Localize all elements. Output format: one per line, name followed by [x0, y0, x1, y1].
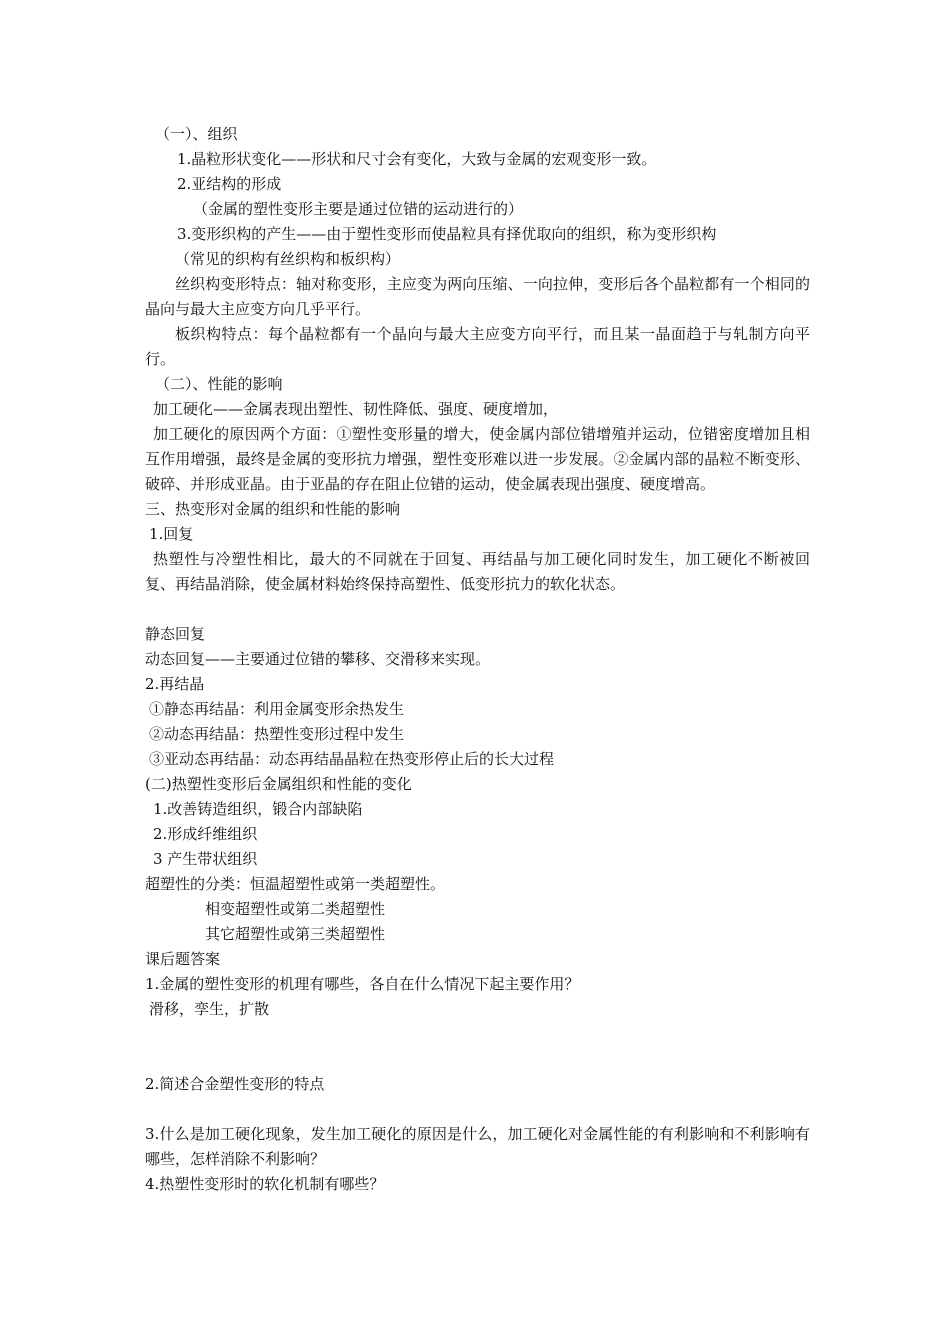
item-substructure-formation: 2.亚结构的形成 — [177, 175, 282, 193]
question-2: 2.简述合金塑性变形的特点 — [145, 1075, 325, 1093]
item-fiber-structure: 2.形成纤维组织 — [153, 825, 258, 843]
item-improve-cast-structure: 1.改善铸造组织，锻合内部缺陷 — [153, 800, 363, 818]
line-dynamic-recovery: 动态回复——主要通过位错的攀移、交滑移来实现。 — [145, 650, 491, 668]
line-superplasticity-classes: 超塑性的分类：恒温超塑性或第一类超塑性。 — [145, 875, 446, 893]
item-dynamic-recrystallization: ②动态再结晶：热塑性变形过程中发生 — [149, 725, 405, 743]
note-common-textures: （常见的织构有丝织构和板织构） — [175, 250, 401, 268]
item-metadynamic-recrystallization: ③亚动态再结晶：动态再结晶晶粒在热变形停止后的长大过程 — [149, 750, 555, 768]
blank-line — [145, 597, 810, 622]
item-grain-shape-change: 1.晶粒形状变化——形状和尺寸会有变化，大致与金属的宏观变形一致。 — [177, 150, 657, 168]
answer-1: 滑移，孪生，扩散 — [149, 1000, 270, 1018]
paragraph-work-hardening-causes: 加工硬化的原因两个方面：①塑性变形量的增大，使金属内部位错增殖并运动，位错密度增加且相互作用增强，最终是金属的变形抗力增强，塑性变形难以进一步发展。②金属内部的晶粒不断变形、破碎、并形成亚晶。由于亚晶的存在阻止位错的运动，使金属表现出强度、硬度增高。 — [145, 425, 810, 493]
section-heading-structure-changes: (二)热塑性变形后金属组织和性能的变化 — [145, 775, 412, 793]
line-static-recovery: 静态回复 — [145, 625, 206, 643]
document-body — [145, 122, 810, 1197]
item-recovery: 1.回复 — [149, 525, 194, 543]
question-4: 4.热塑性变形时的软化机制有哪些？ — [145, 1175, 385, 1193]
item-recrystallization: 2.再结晶 — [145, 675, 205, 693]
note-dislocation-motion: （金属的塑性变形主要是通过位错的运动进行的） — [193, 200, 524, 218]
item-static-recrystallization: ①静态再结晶：利用金属变形余热发生 — [149, 700, 405, 718]
paragraph-hot-plasticity: 热塑性与冷塑性相比，最大的不同就在于回复、再结晶与加工硬化同时发生，加工硬化不断被回复、再结晶消除，使金属材料始终保持高塑性、低变形抗力的软化状态。 — [145, 550, 810, 593]
question-3: 3.什么是加工硬化现象，发生加工硬化的原因是什么，加工硬化对金属性能的有利影响和不利影响有哪些，怎样消除不利影响？ — [145, 1125, 810, 1168]
paragraph-sheet-texture: 板织构特点：每个晶粒都有一个晶向与最大主应变方向平行，而且某一晶面趋于与轧制方向平行。 — [145, 325, 810, 368]
line-transformation-superplasticity: 相变超塑性或第二类超塑性 — [205, 900, 386, 918]
line-work-hardening: 加工硬化——金属表现出塑性、韧性降低、强度、硬度增加， — [153, 400, 559, 418]
paragraph-fiber-texture: 丝织构变形特点：轴对称变形，主应变为两向压缩、一向拉伸，变形后各个晶粒都有一个相同的晶向与最大主应变方向几乎平行。 — [145, 275, 810, 318]
line-other-superplasticity: 其它超塑性或第三类超塑性 — [205, 925, 386, 943]
item-deformation-texture: 3.变形织构的产生——由于塑性变形而使晶粒具有择优取向的组织，称为变形织构 — [177, 225, 717, 243]
item-banded-structure: 3 产生带状组织 — [153, 850, 258, 868]
section-heading-properties: （二）、性能的影响 — [155, 375, 283, 393]
blank-line — [145, 1022, 810, 1072]
blank-line — [145, 1097, 810, 1122]
heading-homework-answers: 课后题答案 — [145, 950, 221, 968]
question-1: 1.金属的塑性变形的机理有哪些，各自在什么情况下起主要作用？ — [145, 975, 580, 993]
section-heading-hot-deformation: 三、热变形对金属的组织和性能的影响 — [145, 500, 401, 518]
section-heading-structure: （一）、组织 — [155, 125, 238, 143]
